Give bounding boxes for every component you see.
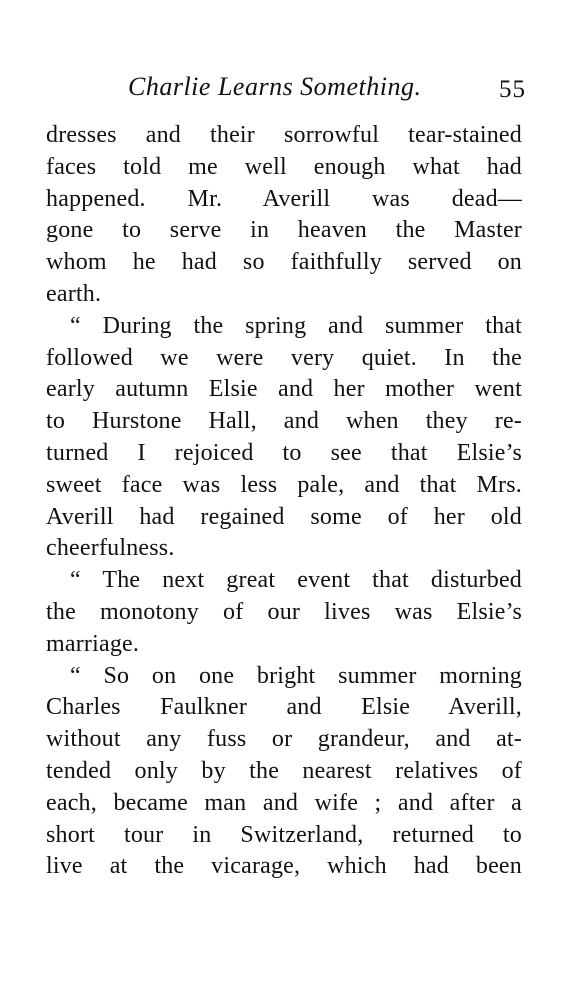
text-line: the monotony of our lives was Elsie’s: [46, 598, 522, 625]
text-line: gone to serve in heaven the Master: [46, 217, 522, 244]
text-line: dresses and their sorrowful tear-stained: [46, 122, 522, 148]
text-line: sweet face was less pale, and that Mrs.: [46, 471, 522, 498]
text-line: Charles Faulkner and Elsie Averill,: [46, 694, 522, 721]
text-line: faces told me well enough what had: [46, 153, 522, 180]
running-head: [46, 72, 526, 112]
text-line: early autumn Elsie and her mother went: [46, 376, 522, 403]
running-title: Charlie Learns Something.: [128, 72, 422, 101]
text-line: whom he had so faithfully served on: [46, 249, 522, 276]
text-line: to Hurstone Hall, and when they re-: [46, 408, 522, 435]
text-line: Averill had regained some of her old: [46, 503, 522, 530]
text-line: turned I rejoiced to see that Elsie’s: [46, 439, 522, 466]
text-line: followed we were very quiet. In the: [46, 344, 522, 371]
text-line: tended only by the nearest relatives of: [46, 757, 522, 784]
text-line: marriage.: [46, 630, 140, 657]
text-line: “ The next great event that disturbed: [70, 567, 522, 594]
text-line: live at the vicarage, which had been: [46, 853, 522, 880]
text-line: “ During the spring and summer that: [70, 312, 522, 339]
text-line: short tour in Switzerland, returned to: [46, 821, 522, 848]
text-line: “ So on one bright summer morning: [70, 662, 522, 689]
text-line: happened. Mr. Averill was dead—: [46, 185, 522, 212]
text-line: without any fuss or grandeur, and at-: [46, 726, 522, 753]
text-line: earth.: [46, 280, 102, 307]
page-number: 55: [499, 76, 526, 103]
text-line: cheerfulness.: [46, 535, 175, 562]
body-text: [46, 120, 522, 883]
text-line: each, became man and wife ; and after a: [46, 789, 522, 816]
